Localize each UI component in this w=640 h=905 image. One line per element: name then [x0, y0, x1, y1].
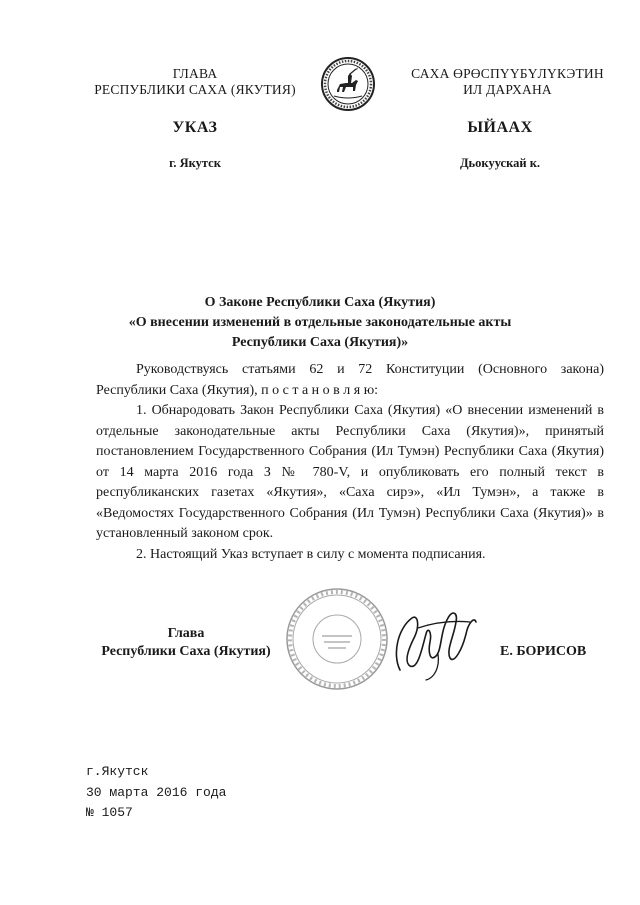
resolution-item-2: 2. Настоящий Указ вступает в силу с момента подписания.	[136, 546, 486, 562]
emblem-icon	[320, 56, 376, 112]
doc-type-left: УКАЗ	[172, 119, 218, 136]
footer-date: 30 марта 2016 года	[86, 784, 227, 800]
document-body	[96, 360, 604, 565]
city-left: г. Якутск	[169, 156, 221, 170]
preamble-paragraph: Руководствуясь статьями 62 и 72 Конституции (Основного закона) Республики Саха (Якутия), п о с т а н о в л я ю:	[96, 362, 604, 398]
signature-icon	[378, 592, 488, 682]
header-left-line2: РЕСПУБЛИКИ САХА (ЯКУТИЯ)	[94, 82, 296, 97]
title-line1: О Законе Республики Саха (Якутия)	[204, 295, 436, 310]
footer-city: г.Якутск	[86, 764, 149, 779]
coat-of-arms-emblem	[320, 56, 376, 112]
header-left	[70, 66, 320, 98]
resolution-item-1: 1. Обнародовать Закон Республики Саха (Якутия) «О внесении изменений в отдельные законодательные акты Республики Саха (Якутия)», принятый постановлением Государственного Собрания (Ил Тумэн) Республики Саха (Якутия) от 14 марта 2016 года З № 780-V, и опубликовать его полный текст в республиканских газетах «Якутия», «Саха сирэ», «Ил Тумэн», а также в «Ведомостях Государственного Собрания (Ил Тумэн) Республики Саха (Якутия)» в установленный законом срок.	[96, 403, 604, 541]
header-left-line1: ГЛАВА	[172, 66, 218, 81]
doc-type-right: ЫЙААХ	[467, 119, 533, 136]
handwritten-signature	[378, 592, 488, 682]
official-seal	[282, 584, 392, 694]
signatory-name: Е. БОРИСОВ	[500, 644, 587, 659]
signatory-title-line2: Республики Саха (Якутия)	[101, 644, 271, 659]
registration-footer	[86, 762, 346, 824]
signatory-title-line1: Глава	[167, 626, 205, 641]
header-right	[395, 66, 620, 98]
title-line3: Республики Саха (Якутия)»	[231, 335, 409, 350]
header-right-line1: САХА ӨРӨСПҮҮБҮЛҮКЭТИН	[411, 66, 604, 81]
title-line2: «О внесении изменений в отдельные законодательные акты	[128, 315, 512, 330]
header-right-line2: ИЛ ДАРХАНА	[463, 82, 552, 97]
footer-number: № 1057	[86, 805, 133, 820]
city-right: Дьокуускай к.	[459, 156, 541, 170]
signatory-title	[86, 625, 286, 661]
seal-icon	[282, 584, 392, 694]
document-title	[90, 293, 550, 353]
